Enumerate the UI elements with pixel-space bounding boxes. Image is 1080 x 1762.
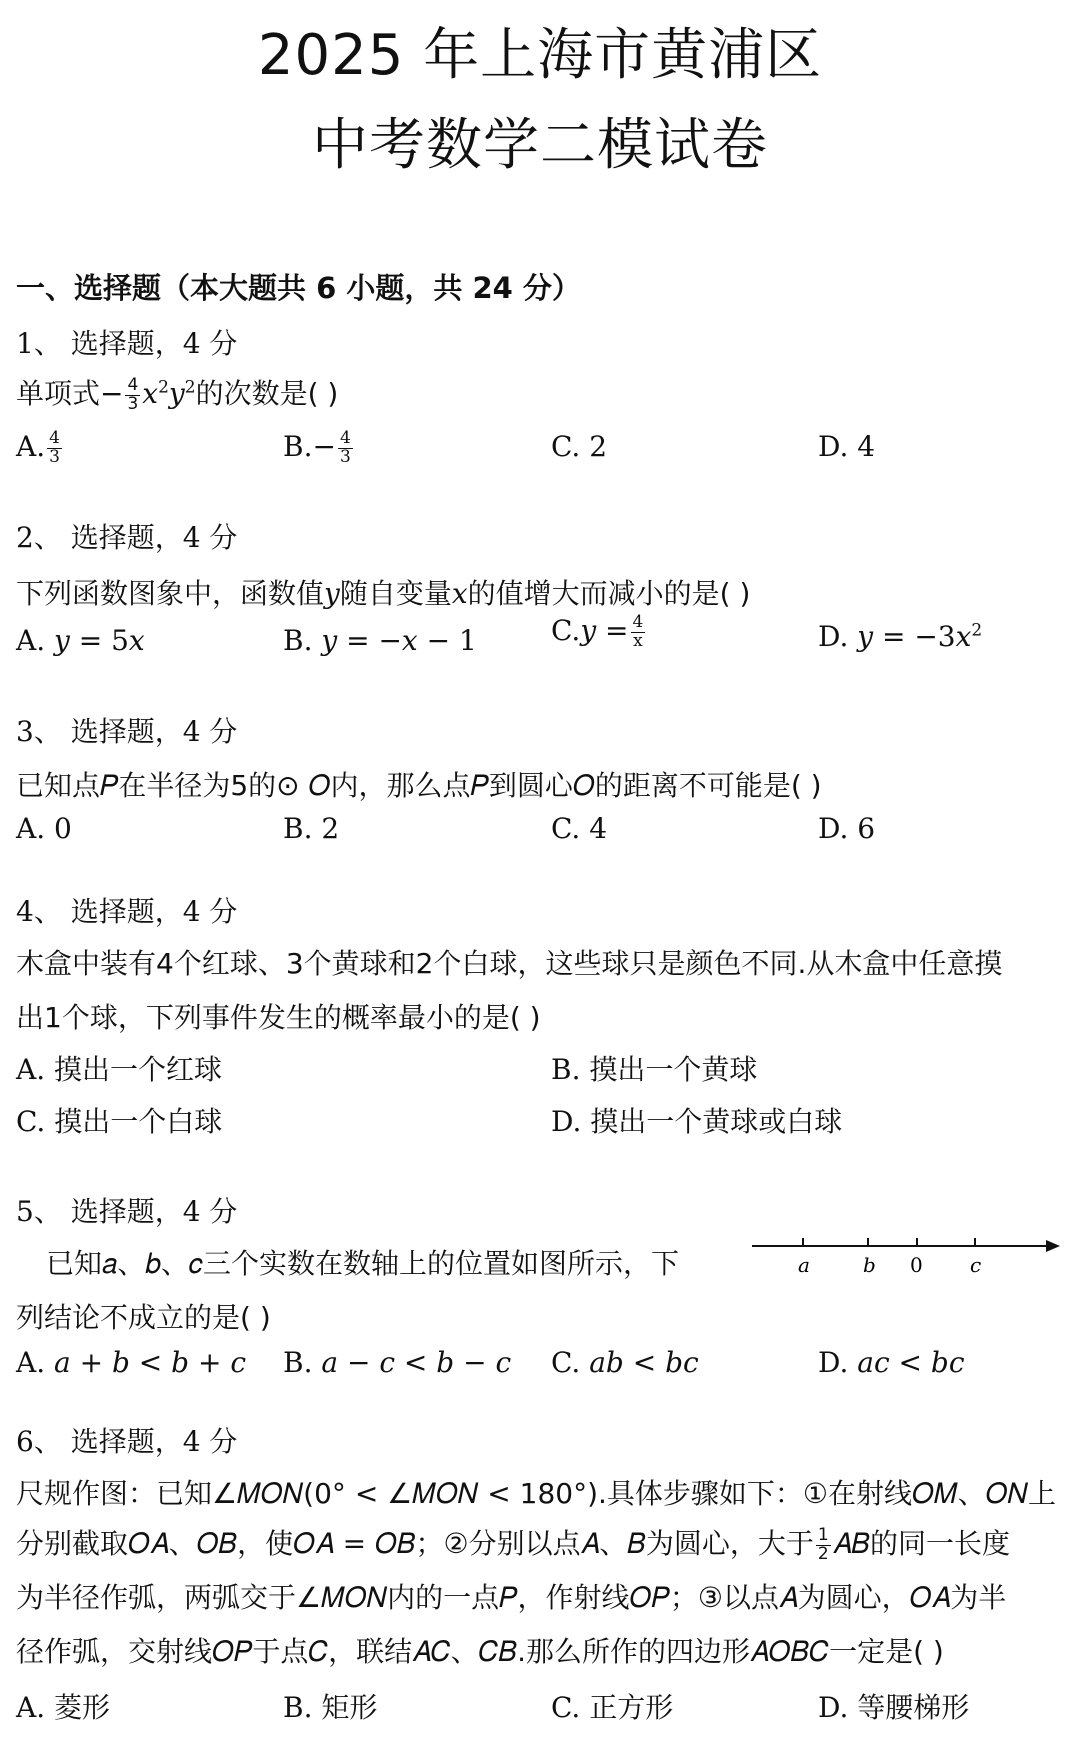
label-c: c xyxy=(970,1253,982,1277)
q5-option-c[interactable]: C. 𝑎𝑏 < 𝑏𝑐 xyxy=(551,1346,699,1379)
q1-option-c[interactable]: C. 2 xyxy=(551,430,608,463)
q4-option-c[interactable]: C. 摸出一个白球 xyxy=(16,1105,223,1138)
q1-stem-text: 单项式− xyxy=(16,377,124,410)
section-heading: 一、选择题（本大题共 6 小题，共 24 分） xyxy=(16,271,581,305)
label-b: b xyxy=(863,1253,876,1277)
number-line-figure xyxy=(752,1232,1060,1282)
page-title-line2: 中考数学二模试卷 xyxy=(312,113,768,178)
q3-option-d[interactable]: D. 6 xyxy=(818,812,876,845)
q2-option-b[interactable]: B. 𝑦 = −𝑥 − 1 xyxy=(283,624,477,657)
q6-option-c[interactable]: C. 正方形 xyxy=(551,1691,674,1724)
label-zero: 0 xyxy=(910,1253,923,1277)
q4-option-b[interactable]: B. 摸出一个黄球 xyxy=(551,1053,758,1086)
q4-option-d[interactable]: D. 摸出一个黄球或白球 xyxy=(551,1105,843,1138)
q5-stem-line2: 列结论不成立的是( ) xyxy=(16,1301,271,1334)
q2-option-a[interactable]: A. 𝑦 = 5𝑥 xyxy=(16,624,145,657)
q1-option-b[interactable]: B.− $\frac{4}{3}$ xyxy=(283,428,351,467)
q6-stem-line2: 分别截取𝑂𝐴、𝑂𝐵，使𝑂𝐴 = 𝑂𝐵；②分别以点𝐴、𝐵为圆心，大于 $\frac{1}{2}$ 𝐴𝐵的同一长度 xyxy=(16,1524,1010,1564)
q3-option-c[interactable]: C. 4 xyxy=(551,812,608,845)
q4-option-a[interactable]: A. 摸出一个红球 xyxy=(16,1053,223,1086)
q5-stem-line1: 已知𝑎、𝑏、𝑐三个实数在数轴上的位置如图所示，下 xyxy=(46,1247,680,1280)
q6-option-d[interactable]: D. 等腰梯形 xyxy=(818,1691,970,1724)
q5-option-b[interactable]: B. 𝑎 − 𝑐 < 𝑏 − 𝑐 xyxy=(283,1346,512,1379)
q6-stem-line4: 径作弧，交射线𝑂𝑃于点𝐶，联结𝐴𝐶、𝐶𝐵.那么所作的四边形𝐴𝑂𝐵𝐶一定是( ) xyxy=(16,1635,944,1668)
number-line-arrow-icon xyxy=(1046,1240,1060,1252)
q5-header: 5、 选择题，4 分 xyxy=(16,1195,238,1228)
q1-header: 1、 选择题，4 分 xyxy=(16,327,238,360)
q2-stem: 下列函数图象中，函数值y随自变量x的值增大而减小的是( ) xyxy=(16,577,751,610)
q3-stem: 已知点𝑃在半径为5的⊙ 𝑂内，那么点𝑃到圆心𝑂的距离不可能是( ) xyxy=(16,769,822,802)
q1-stem: 单项式− $\frac{4}{3}$ $x^2y^2$的次数是( ) xyxy=(16,374,339,414)
q2-header: 2、 选择题，4 分 xyxy=(16,521,238,554)
q1-stem-fraction: $\frac{4}{3}$ xyxy=(127,374,139,414)
page-title-line1: 2025 年上海市黄浦区 xyxy=(257,23,823,88)
q6-header: 6、 选择题，4 分 xyxy=(16,1425,238,1458)
q4-header: 4、 选择题，4 分 xyxy=(16,895,238,928)
q6-stem-line1: 尺规作图：已知∠𝑀𝑂𝑁(0° < ∠𝑀𝑂𝑁 < 180°).具体步骤如下：①在射线𝑂𝑀、𝑂𝑁上 xyxy=(16,1477,1057,1510)
q5-option-a[interactable]: A. 𝑎 + 𝑏 < 𝑏 + 𝑐 xyxy=(16,1346,247,1379)
q3-header: 3、 选择题，4 分 xyxy=(16,715,238,748)
q3-option-a[interactable]: A. 0 xyxy=(16,812,72,845)
q4-stem-line1: 木盒中装有4个红球、3个黄球和2个白球，这些球只是颜色不同.从木盒中任意摸 xyxy=(16,947,1003,980)
label-a: a xyxy=(798,1253,810,1277)
q3-option-b[interactable]: B. 2 xyxy=(283,812,340,845)
q1-option-a[interactable]: A. $\frac{4}{3}$ xyxy=(16,428,60,467)
q2-option-c[interactable]: C.y = $\frac{4}{x}$ xyxy=(551,612,644,651)
q5-option-d[interactable]: D. 𝑎𝑐 < 𝑏𝑐 xyxy=(818,1346,965,1379)
q6-stem-line3: 为半径作弧，两弧交于∠𝑀𝑂𝑁内的一点𝑃，作射线𝑂𝑃；③以点𝐴为圆心，𝑂𝐴为半 xyxy=(16,1581,1007,1614)
q1-option-d[interactable]: D. 4 xyxy=(818,430,876,463)
q6-option-b[interactable]: B. 矩形 xyxy=(283,1691,378,1724)
q4-stem-line2: 出1个球，下列事件发生的概率最小的是( ) xyxy=(16,1001,541,1034)
q6-option-a[interactable]: A. 菱形 xyxy=(16,1691,111,1724)
q2-option-d[interactable]: D. 𝑦 = −3𝑥$^2$ xyxy=(818,620,983,653)
